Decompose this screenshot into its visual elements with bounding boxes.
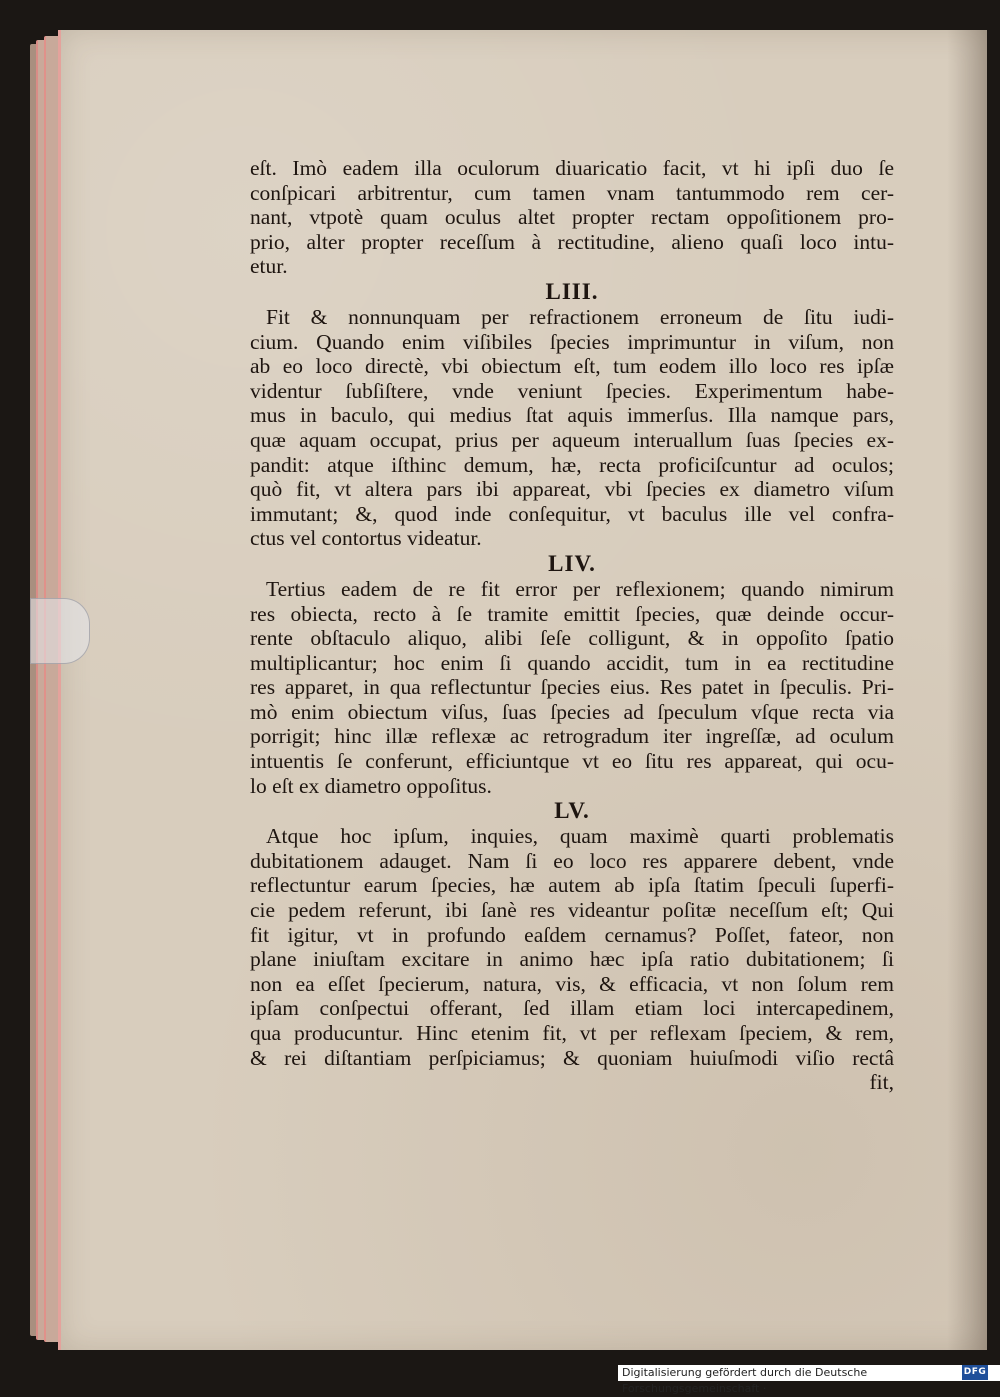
text-line: videntur ſubſiſtere, vnde veniunt ſpecies. Experimentum habe- — [250, 378, 894, 403]
text-line: Atque hoc ipſum, inquies, quam maximè quarti problematis — [266, 824, 894, 849]
text-line: ipſam conſpectui offerant, ſed illam etiam loci intercapedinem, — [250, 996, 894, 1021]
text-line: prio, alter propter receſſum à rectitudine, alieno quaſi loco intu- — [250, 229, 894, 254]
text-line: reflectuntur earum ſpecies, hæ autem ab ipſa ſtatim ſpeculi ſuperfi- — [250, 873, 894, 898]
text-line: res apparet, in qua reflectuntur ſpecies eius. Res patet in ſpeculis. Pri- — [250, 675, 894, 700]
text-line: quæ aquam occupat, prius per aqueum interuallum ſuas ſpecies ex- — [250, 427, 894, 452]
text-line: etur. — [250, 254, 288, 279]
text-line: & rei diſtantiam perſpiciamus; & quoniam huiuſmodi viſio rectâ — [250, 1045, 894, 1070]
text-line: qua producuntur. Hinc etenim fit, vt per reflexam ſpeciem, & rem, — [250, 1021, 894, 1045]
page-text — [250, 156, 894, 1095]
text-line: eſt. Imò eadem illa oculorum diuaricatio facit, vt hi ipſi duo ſe — [250, 156, 894, 180]
section-heading: LIII. — [545, 278, 599, 304]
text-line: lo eſt ex diametro oppoſitus. — [250, 773, 492, 798]
text-line: quò fit, vt altera pars ibi appareat, vbi ſpecies ex diametro viſum — [250, 477, 894, 502]
text-line: porrigit; hinc illæ reflexæ ac retrogradum iter ingreſſæ, ad oculum — [250, 724, 894, 749]
section-heading: LV. — [554, 798, 590, 824]
page-fold-shadow — [947, 30, 987, 1350]
section-heading: LIV. — [548, 550, 596, 576]
text-line: non ea eſſet ſpecierum, natura, vis, & efficacia, vt non ſolum rem — [250, 971, 894, 996]
text-line: rente obſtaculo aliquo, alibi ſeſe colligunt, & in oppoſito ſpatio — [250, 626, 894, 651]
text-line: fit, — [869, 1070, 894, 1095]
text-line: cie pedem referunt, ibi ſanè res videantur poſitæ neceſſum eſt; Qui — [250, 898, 894, 923]
text-line: Tertius eadem de re fit error per reflexionem; quando nimirum — [266, 576, 894, 601]
text-line: ab eo loco directè, vbi obiectum eſt, tum eodem illo loco res ipſæ — [250, 354, 894, 379]
text-line: intuentis ſe conferunt, efficiuntque vt eo ſitu res appareat, qui ocu- — [250, 749, 894, 774]
dfg-logo: DFG — [962, 1365, 988, 1380]
text-line: pandit: atque iſthinc demum, hæ, recta proficiſcuntur ad oculos; — [250, 452, 894, 477]
text-line: plane iniuſtam excitare in animo hæc ipſa ratio dubitationem; ſi — [250, 947, 894, 972]
text-line: cium. Quando enim viſibiles ſpecies imprimuntur in viſum, non — [250, 329, 894, 354]
digitization-credit: Digitalisierung gefördert durch die Deutsche Forschungsgemeinschaft · — [618, 1365, 1000, 1381]
text-line: mus in baculo, qui medius ſtat aquis immerſus. Illa namque pars, — [250, 403, 894, 428]
text-line: Fit & nonnunquam per refractionem erroneum de ſitu iudi- — [266, 304, 894, 329]
text-line: immutant; &, quod inde conſequitur, vt baculus ille vel confra- — [250, 501, 894, 526]
text-line: res obiecta, recto à ſe tramite emittit ſpecies, quæ deinde occur- — [250, 601, 894, 626]
text-line: multiplicantur; hoc enim ſi quando accidit, tum in ea rectitudine — [250, 650, 894, 675]
text-line: fit igitur, vt in profundo eaſdem cernamus? Poſſet, fateor, non — [250, 922, 894, 947]
text-line: nant, vtpotè quam oculus altet propter rectam oppoſitionem pro- — [250, 205, 894, 230]
text-line: ctus vel contortus videatur. — [250, 526, 482, 551]
bookmark-tab — [30, 598, 90, 664]
text-line: dubitationem adauget. Nam ſi eo loco res apparere debent, vnde — [250, 848, 894, 873]
text-line: mò enim obiectum viſus, ſuas ſpecies ad ſpeculum vſque recta via — [250, 699, 894, 724]
text-line: conſpicari arbitrentur, cum tamen vnam tantummodo rem cer- — [250, 180, 894, 205]
